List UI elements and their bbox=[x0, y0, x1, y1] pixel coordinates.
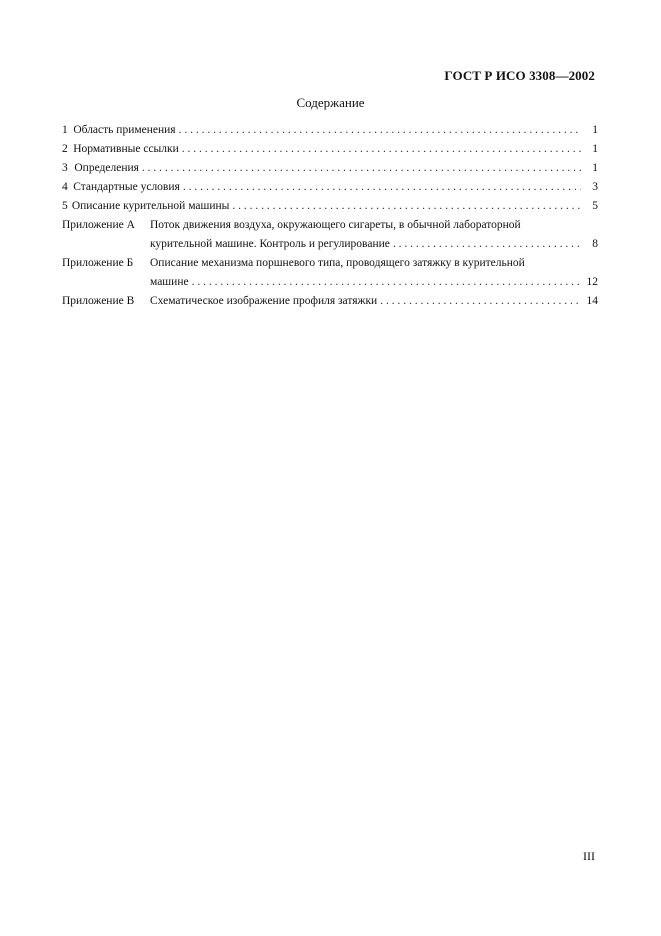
toc-entry-page: 8 bbox=[592, 238, 598, 250]
standard-identifier: ГОСТ Р ИСО 3308—2002 bbox=[444, 68, 595, 83]
toc-entry-page: 5 bbox=[592, 200, 598, 212]
appendix-title-line: Описание механизма поршневого типа, проводящего затяжку в курительной bbox=[150, 257, 525, 269]
toc-entry-definitions[interactable] bbox=[62, 159, 598, 178]
toc-entry-number: 3 bbox=[62, 162, 68, 174]
toc-leader-dots bbox=[192, 273, 581, 292]
toc-entry-standard-conditions[interactable] bbox=[62, 178, 598, 197]
toc-entry-number: 5 bbox=[62, 200, 68, 212]
toc-leader-dots bbox=[142, 159, 581, 178]
toc-leader-dots bbox=[380, 292, 581, 311]
toc-appendix-a-line2[interactable] bbox=[62, 235, 598, 254]
appendix-label: Приложение Б bbox=[62, 257, 134, 269]
page-number: III bbox=[583, 849, 595, 863]
appendix-title-line: Поток движения воздуха, окружающего сигареты, в обычной лабораторной bbox=[150, 219, 521, 231]
toc-entry-page: 14 bbox=[586, 295, 598, 307]
toc-entry-title: Область применения bbox=[73, 124, 176, 136]
toc-entry-title: Определения bbox=[74, 162, 139, 174]
toc-entry-title: Нормативные ссылки bbox=[73, 143, 179, 155]
toc-entry-title: Описание курительной машины bbox=[71, 200, 230, 212]
toc-appendix-v[interactable] bbox=[62, 292, 598, 311]
appendix-title-line: машине bbox=[150, 276, 189, 288]
table-of-contents bbox=[62, 121, 598, 311]
appendix-label: Приложение В bbox=[62, 295, 135, 307]
toc-entry-scope[interactable] bbox=[62, 121, 598, 140]
toc-entry-page: 1 bbox=[592, 143, 598, 155]
toc-leader-dots bbox=[232, 197, 581, 216]
toc-leader-dots bbox=[182, 140, 581, 159]
toc-appendix-b-line2[interactable] bbox=[62, 273, 598, 292]
toc-appendix-a-line1[interactable] bbox=[62, 216, 598, 235]
toc-entry-page: 12 bbox=[586, 276, 598, 288]
toc-entry-normative-references[interactable] bbox=[62, 140, 598, 159]
toc-entry-title: Стандартные условия bbox=[73, 181, 180, 193]
toc-entry-page: 1 bbox=[592, 124, 598, 136]
toc-entry-page: 1 bbox=[592, 162, 598, 174]
toc-leader-dots bbox=[183, 178, 581, 197]
toc-entry-smoking-machine[interactable] bbox=[62, 197, 598, 216]
appendix-label: Приложение А bbox=[62, 219, 135, 231]
toc-title: Содержание bbox=[296, 95, 365, 110]
toc-leader-dots bbox=[179, 121, 581, 140]
toc-entry-number: 1 bbox=[62, 124, 68, 136]
appendix-title-line: курительной машине. Контроль и регулирование bbox=[150, 238, 390, 250]
toc-appendix-b-line1[interactable] bbox=[62, 254, 598, 273]
appendix-title-line: Схематическое изображение профиля затяжки bbox=[150, 295, 378, 307]
toc-leader-dots bbox=[393, 235, 581, 254]
toc-entry-number: 4 bbox=[62, 181, 68, 193]
toc-entry-number: 2 bbox=[62, 143, 68, 155]
toc-entry-page: 3 bbox=[592, 181, 598, 193]
